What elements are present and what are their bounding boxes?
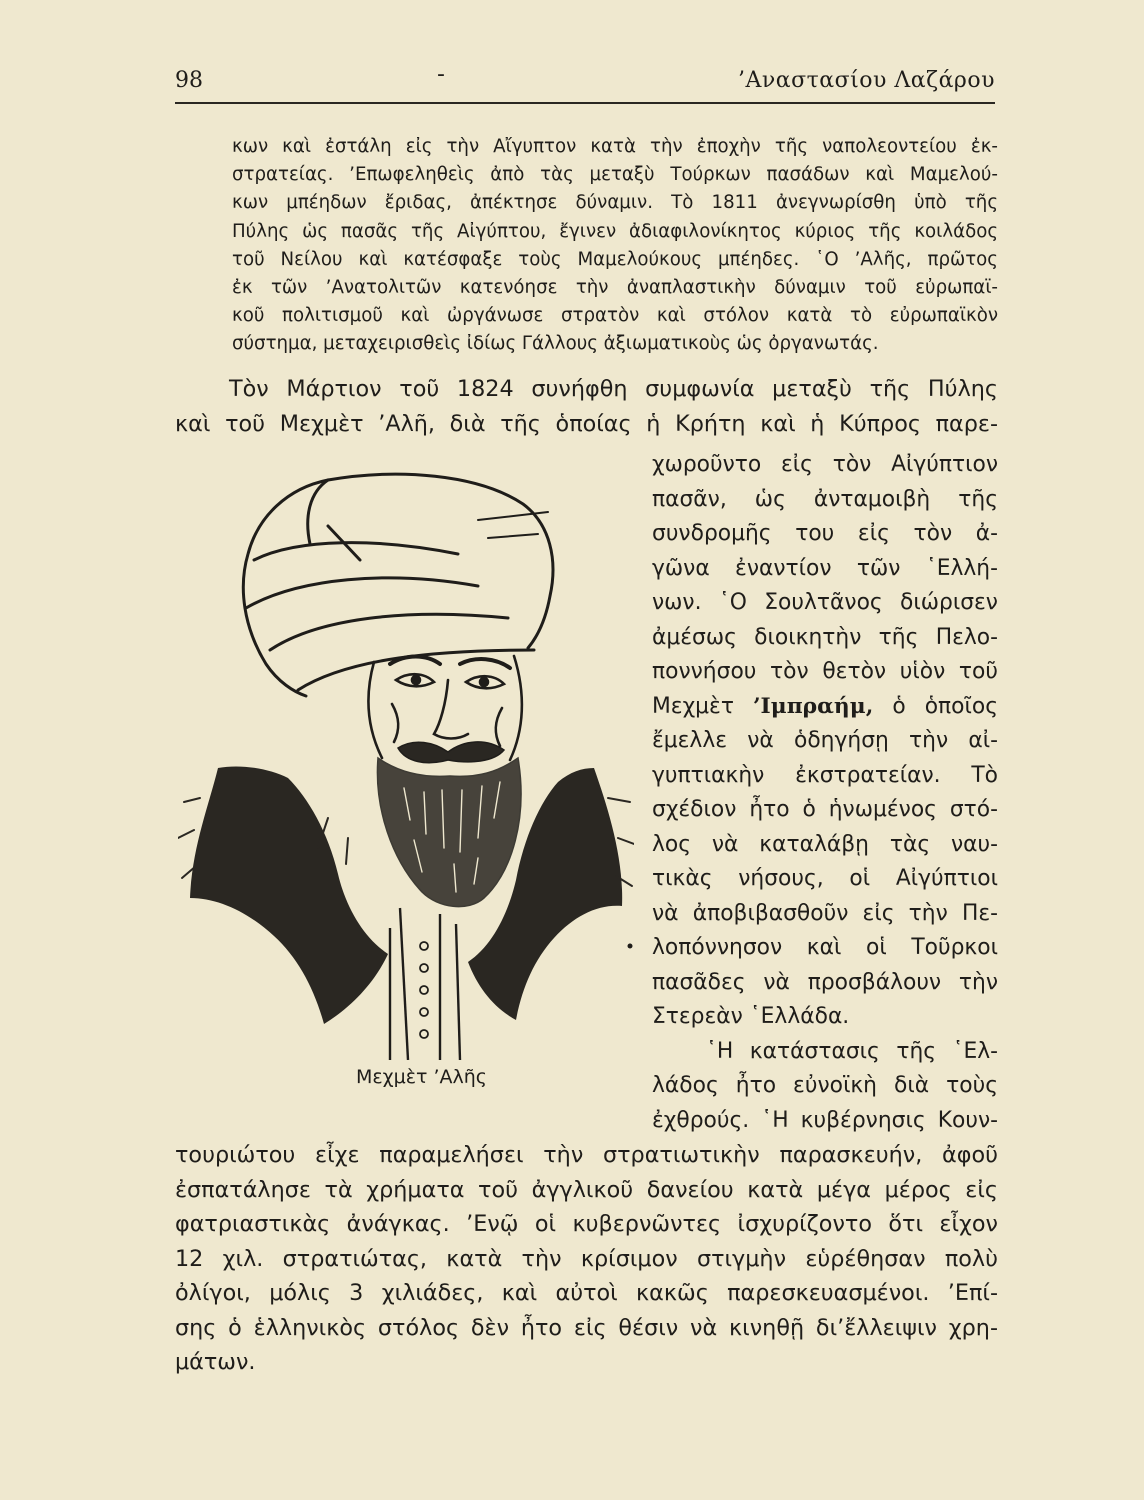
- small-text-line: κων καὶ ἐστάλη εἰς τὴν Αἴγυπτον κατὰ τὴν ἐποχὴν τῆς ναπολεοντείου ἐκ-: [232, 136, 998, 157]
- ibrahim-line: [652, 690, 998, 725]
- header-dash: -: [437, 62, 445, 87]
- small-text-line: στρατείας. ’Επωφεληθεὶς ἀπὸ τὰς μεταξὺ Τούρκων πασάδων καὶ Μαμελού-: [232, 164, 998, 186]
- text-fragment: ὁ ὁποῖος: [873, 693, 998, 719]
- text-fragment: Μεχμὲτ: [652, 693, 753, 719]
- main-text-line: ὀλίγοι, μόλις 3 χιλιάδες, καὶ αὐτοὶ κακῶς παρεσκευασμένοι. ’Επί-: [175, 1280, 998, 1306]
- main-paragraph-top: [175, 372, 998, 441]
- small-text-line: τοῦ Νείλου καὶ κατέσφαξε τοὺς Μαμελούκους μπέηδες. ῾Ο ’Αλῆς, πρῶτος: [232, 248, 998, 270]
- main-text-line: τουριώτου εἶχε παραμελήσει τὴν στρατιωτικὴν παρασκευήν, ἀφοῦ: [175, 1142, 998, 1168]
- main-text-line: 12 χιλ. στρατιώτας, κατὰ τὴν κρίσιμον στιγμὴν εὑρέθησαν πολὺ: [175, 1245, 998, 1272]
- main-text-line: ἐσπατάλησε τὰ χρήματα τοῦ ἀγγλικοῦ δανείου κατὰ μέγα μέρος εἰς: [175, 1176, 998, 1203]
- main-text-line: Τὸν Μάρτιον τοῦ 1824 συνήφθη συμφωνία μεταξὺ τῆς Πύλης: [229, 376, 998, 402]
- main-text-line: γῶνα ἐναντίον τῶν ῾Ελλή-: [652, 555, 998, 581]
- main-text-line: ῾Η κατάστασις τῆς ῾Ελ-: [706, 1038, 998, 1064]
- small-text-line: σύστημα, μεταχειρισθεὶς ἰδίως Γάλλους ἀξιωματικοὺς ὡς ὀργανωτάς.: [232, 333, 879, 355]
- footnote-style-paragraph: [232, 133, 998, 359]
- main-text-line: ἐχθρούς. ῾Η κυβέρνησις Κουν-: [652, 1107, 998, 1133]
- main-text-line: ἔμελλε νὰ ὁδηγήσῃ τὴν αἰ-: [652, 728, 998, 753]
- small-text-line: Πύλης ὡς πασᾶς τῆς Αἰγύπτου, ἔγινεν ἀδιαφιλονίκητος κύριος τῆς κοιλάδος: [232, 220, 998, 242]
- main-text-line: μάτων.: [175, 1349, 256, 1375]
- page-number: 98: [175, 68, 203, 93]
- main-text-line: ἀμέσως διοικητὴν τῆς Πελο-: [652, 624, 998, 650]
- main-text-line: γυπτιακὴν ἐκστρατείαν. Τὸ: [652, 762, 998, 788]
- small-text-line: ἐκ τῶν ’Ανατολιτῶν κατενόησε τὴν ἀναπλαστικὴν δύναμιν τοῦ εὐρωπαϊ-: [232, 276, 998, 298]
- ibrahim-name: ’Ιμπραήμ,: [752, 693, 874, 719]
- portrait-illustration: [178, 468, 634, 1060]
- page-header: [175, 62, 995, 104]
- main-text-line: ποννήσου τὸν θετὸν υἱὸν τοῦ: [652, 659, 998, 684]
- portrait-caption: Μεχμὲτ ’Αλῆς: [356, 1066, 487, 1088]
- main-text-line: συνδρομῆς του εἰς τὸν ἀ-: [652, 521, 998, 546]
- small-text-line: κων μπέηδων ἔριδας, ἀπέκτησε δύναμιν. Τὸ 1811 ἀνεγνωρίσθη ὑπὸ τῆς: [232, 192, 998, 214]
- main-text-line: λοπόννησον καὶ οἱ Τοῦρκοι: [652, 935, 998, 960]
- main-text-line: πασᾶν, ὡς ἀνταμοιβὴ τῆς: [652, 486, 998, 512]
- main-text-line: νὰ ἀποβιβασθοῦν εἰς τὴν Πε-: [652, 900, 998, 926]
- main-text-line: φατριαστικὰς ἀνάγκας. ’Ενῷ οἱ κυβερνῶντες ἰσχυρίζοντο ὅτι εἶχον: [175, 1211, 998, 1237]
- main-text-line: λάδος ἦτο εὐνοϊκὴ διὰ τοὺς: [652, 1073, 998, 1098]
- main-text-line: νων. ῾Ο Σουλτᾶνος διώρισεν: [652, 590, 998, 615]
- main-text-line: πασᾶδες νὰ προσβάλουν τὴν: [652, 969, 998, 995]
- main-text-line: σης ὁ ἑλληνικὸς στόλος δὲν ἦτο εἰς θέσιν νὰ κινηθῇ δι’ἔλλειψιν χρη-: [175, 1314, 998, 1341]
- main-text-line: λος νὰ καταλάβῃ τὰς ναυ-: [652, 831, 998, 857]
- main-text-line: Στερεὰν ῾Ελλάδα.: [652, 1004, 850, 1029]
- main-text-line: χωροῦντο εἰς τὸν Αἰγύπτιον: [652, 452, 998, 477]
- main-text-line: σχέδιον ἦτο ὁ ἡνωμένος στό-: [652, 797, 998, 822]
- text-beside-portrait: [652, 448, 998, 1138]
- header-rule: [175, 102, 995, 104]
- running-head: ’Αναστασίου Λαζάρου: [738, 68, 995, 93]
- main-paragraph-bottom: [175, 1138, 998, 1380]
- small-text-line: κοῦ πολιτισμοῦ καὶ ὠργάνωσε στρατὸν καὶ στόλον κατὰ τὸ εὐρωπαϊκὸν: [232, 305, 998, 327]
- main-text-line: καὶ τοῦ Μεχμὲτ ’Αλῆ, διὰ τῆς ὁποίας ἡ Κρήτη καὶ ἡ Κύπρος παρε-: [175, 410, 998, 437]
- main-text-line: τικὰς νήσους, οἱ Αἰγύπτιοι: [652, 866, 998, 891]
